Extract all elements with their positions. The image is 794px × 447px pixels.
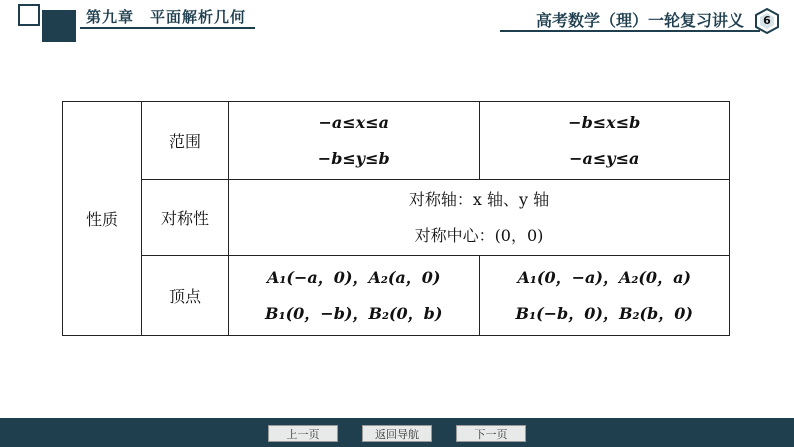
- vertex-cell-horizontal: [229, 256, 480, 336]
- next-page-button[interactable]: 下一页: [456, 425, 526, 442]
- table-row: [63, 180, 730, 256]
- table-row: [63, 256, 730, 336]
- property-cell: 性质: [63, 102, 142, 336]
- prev-page-button[interactable]: 上一页: [268, 425, 338, 442]
- row-label-range: 范围: [142, 102, 229, 180]
- range-cell-vertical: [479, 102, 730, 180]
- range-cell-horizontal: [229, 102, 480, 180]
- symmetry-center-line: 对称中心：(0，0): [414, 225, 544, 245]
- formula-line: −b≤x≤b: [568, 112, 641, 132]
- symmetry-axis-line: 对称轴：x 轴、y 轴: [408, 189, 550, 209]
- back-to-nav-button[interactable]: 返回导航: [362, 425, 432, 442]
- header-square-outline: [18, 4, 40, 26]
- header-square-filled: [42, 10, 76, 42]
- header-underline-left: [80, 27, 255, 29]
- table-row: [63, 102, 730, 180]
- formula-line: A₁(−a，0)，A₂(a，0): [266, 267, 441, 287]
- page-number-badge: [754, 8, 780, 34]
- formula-line: −a≤y≤a: [569, 148, 640, 168]
- vertex-cell-vertical: [479, 256, 730, 336]
- formula-line: B₁(0，−b)，B₂(0，b): [265, 303, 443, 323]
- formula-line: A₁(0，−a)，A₂(0，a): [517, 267, 692, 287]
- symmetry-cell: [229, 180, 730, 256]
- formula-line: −a≤x≤a: [318, 112, 389, 132]
- formula-line: −b≤y≤b: [317, 148, 390, 168]
- page-number: 6: [763, 14, 771, 27]
- ellipse-properties-table: [62, 101, 730, 336]
- chapter-title: 第九章 平面解析几何: [86, 8, 247, 26]
- formula-line: B₁(−b，0)，B₂(b，0): [515, 303, 693, 323]
- book-title: 高考数学（理）一轮复习讲义: [535, 11, 744, 30]
- row-label-symmetry: 对称性: [142, 180, 229, 256]
- row-label-vertex: 顶点: [142, 256, 229, 336]
